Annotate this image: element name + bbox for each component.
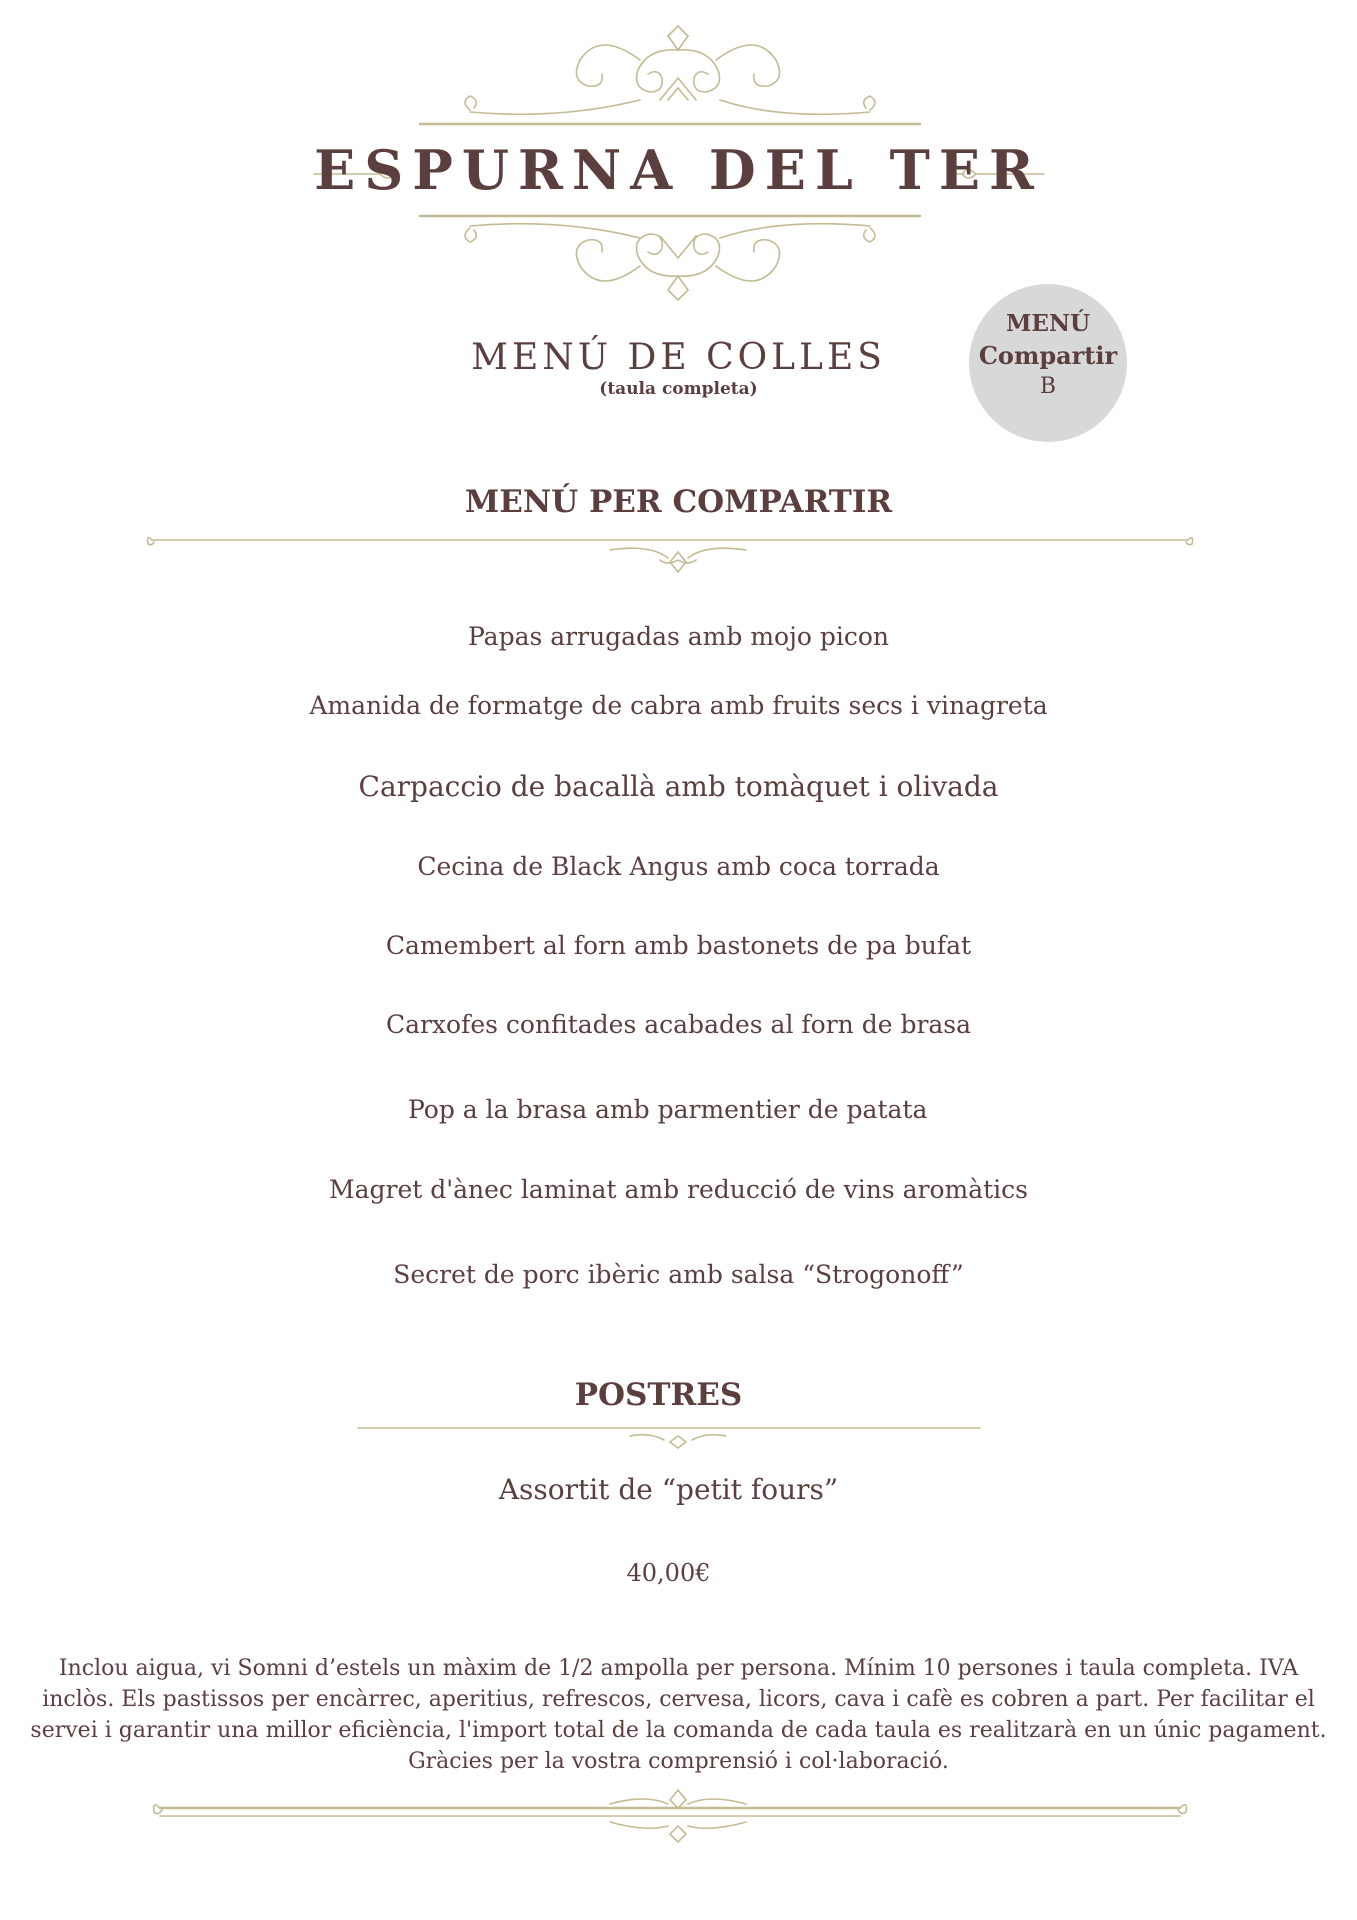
menu-subnote: (taula completa) — [599, 379, 758, 399]
sharing-section-title: MENÚ PER COMPARTIR — [464, 484, 893, 520]
menu-item: Papas arrugadas amb mojo picon — [467, 622, 889, 651]
sharing-divider-ornament — [0, 530, 1357, 580]
menu-item: Secret de porc ibèric amb salsa “Strogonoff” — [393, 1260, 964, 1289]
badge-line-3: B — [1039, 374, 1057, 399]
menu-item: Magret d'ànec laminat amb reducció de vins aromàtics — [328, 1175, 1028, 1204]
dessert-divider-ornament — [0, 1418, 1357, 1458]
menu-item: Amanida de formatge de cabra amb fruits secs i vinagreta — [309, 691, 1048, 720]
menu-item: Assortit de “petit fours” — [498, 1473, 839, 1506]
restaurant-name: ESPURNA DEL TER — [314, 138, 1043, 202]
menu-item: Cecina de Black Angus amb coca torrada — [417, 852, 940, 881]
badge-line-1: MENÚ — [1005, 310, 1091, 337]
badge-line-2: Compartir — [978, 341, 1118, 370]
menu-badge — [969, 284, 1127, 442]
menu-price: 40,00€ — [626, 1559, 711, 1587]
menu-subtitle: MENÚ DE COLLES — [471, 337, 886, 378]
bottom-flourish-ornament — [0, 1790, 1357, 1860]
menu-item: Carpaccio de bacallà amb tomàquet i olivada — [358, 770, 999, 803]
dessert-section-title: POSTRES — [574, 1377, 743, 1413]
menu-item: Carxofes confitades acabades al forn de brasa — [385, 1010, 972, 1039]
menu-item: Pop a la brasa amb parmentier de patata — [408, 1095, 928, 1124]
menu-notes: Inclou aigua, vi Somni d’estels un màxim de 1/2 ampolla per persona. Mínim 10 persones i taula completa. IVA inclòs. Els pastissos per encàrrec, aperitius, refrescos, cervesa, licors, cava i cafè es cobren a part. Per facilitar el servei i garantir una millor eficiència, l'import total de la comanda de cada taula es realitzarà en un únic pagament. Gràcies per la vostra comprensió i col·laboració. — [30, 1656, 1327, 1774]
menu-item: Camembert al forn amb bastonets de pa bufat — [385, 931, 972, 960]
